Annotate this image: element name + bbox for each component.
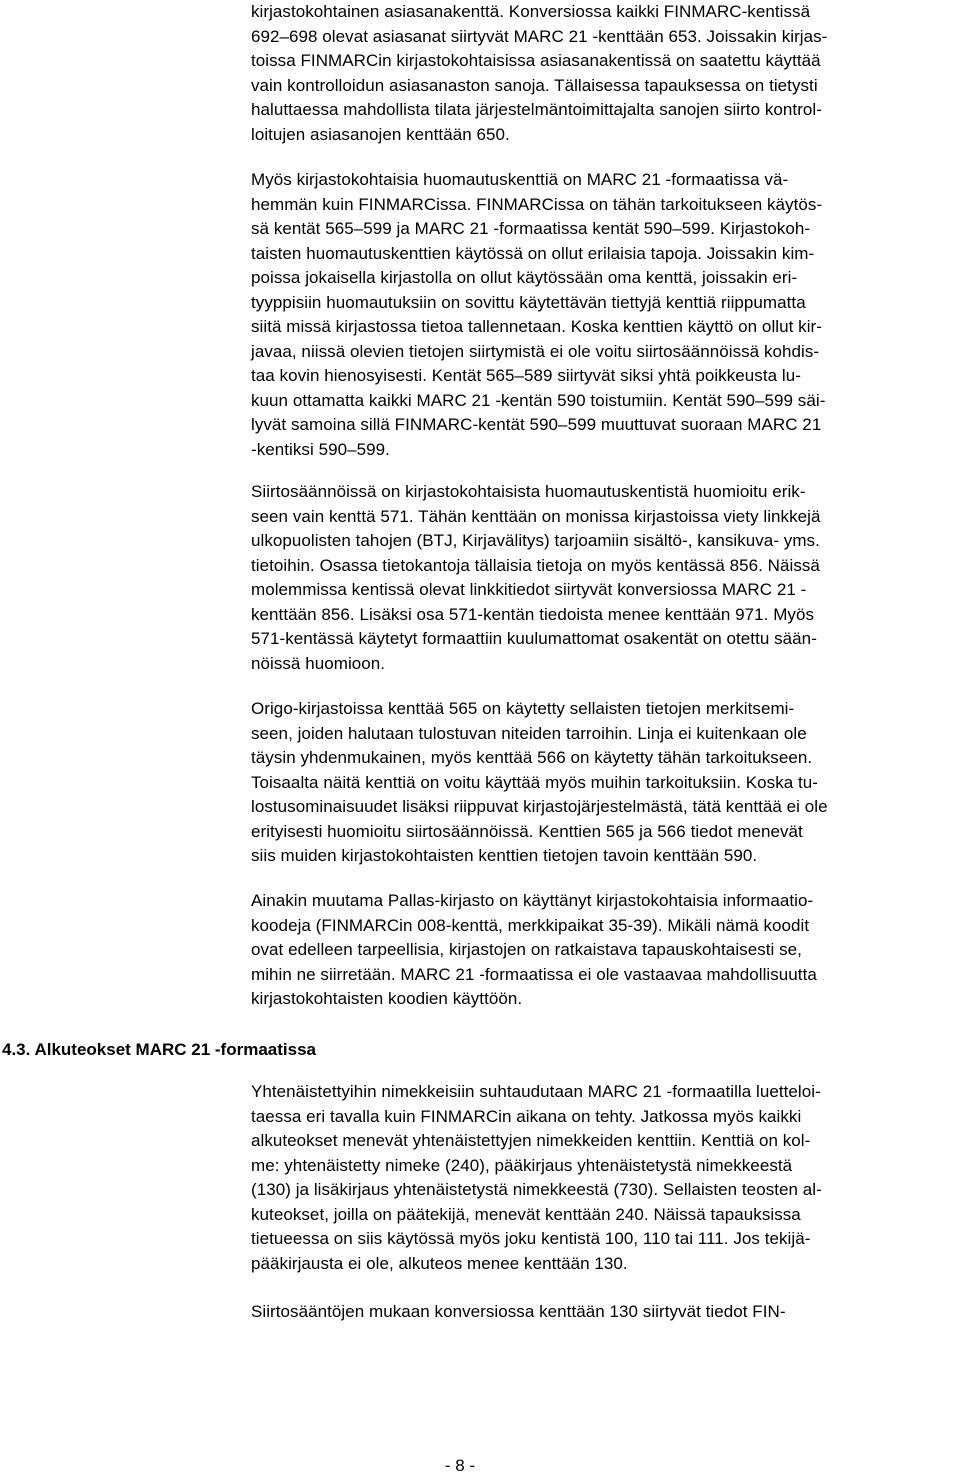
text-line: loitujen asiasanojen kenttään 650.	[251, 124, 510, 144]
paragraph-origo-libraries	[251, 697, 957, 869]
text-line: ovat edelleen tarpeellisia, kirjastojen on ratkaistava tapauskohtaisesti se,	[251, 940, 802, 959]
text-line: Myös kirjastokohtaisia huomautuskenttiä on MARC 21 -formaatissa vä-	[251, 170, 789, 189]
paragraph-pallas-libraries	[251, 889, 957, 1012]
text-line: me: yhtenäistetty nimeke (240), pääkirjaus yhtenäistetystä nimekkeestä	[251, 1155, 793, 1175]
text-line: kirjastokohtainen asiasanakenttä. Konversiossa kaikki FINMARC-kentissä	[251, 2, 811, 21]
text-line: taisten huomautuskenttien käytössä on ollut erilaisia tapoja. Joissakin kim-	[251, 243, 815, 263]
text-line: seen, joiden halutaan tulostuvan niteiden tarroihin. Linja ei kuitenkaan ole	[251, 723, 807, 743]
text-line: ulkopuolisten tahojen (BTJ, Kirjavälitys) tarjoamiin sisältö-, kansikuva- yms.	[251, 531, 820, 550]
text-line: poissa jokaisella kirjastolla on ollut käytössään oma kenttä, joissakin eri-	[251, 268, 798, 287]
text-line: Yhtenäistettyihin nimekkeisiin suhtaudutaan MARC 21 -formaatilla luetteloi-	[251, 1082, 821, 1101]
text-line: alkuteokset menevät yhtenäistettyjen nimekkeiden kenttiin. Kenttiä on kol-	[251, 1131, 811, 1150]
text-line: (130) ja lisäkirjaus yhtenäistetystä nimekkeestä (730). Sellaisten teosten al-	[251, 1180, 822, 1199]
text-line: tietoihin. Osassa tietokantoja tällaisia tietoja on myös kentässä 856. Näissä	[251, 555, 820, 575]
text-line: Siirtosääntöjen mukaan konversiossa kenttään 130 siirtyvät tiedot FIN-	[251, 1302, 786, 1321]
text-line: molemmissa kentissä olevat linkkitiedot siirtyvät konversiossa MARC 21 -	[251, 580, 807, 599]
text-line: koodeja (FINMARCin 008-kenttä, merkkipaikat 35-39). Mikäli nämä koodit	[251, 915, 810, 935]
text-line: seen vain kenttä 571. Tähän kenttään on monissa kirjastoissa viety linkkejä	[251, 506, 821, 526]
text-line: haluttaessa mahdollista tilata järjestelmäntoimittajalta sanojen siirto kontrol-	[251, 100, 822, 119]
text-line: 571-kentässä käytetyt formaattiin kuulumattomat osakentät on otettu sään-	[251, 629, 817, 648]
section-heading: 4.3. Alkuteokset MARC 21 -formaatissa	[2, 1040, 316, 1059]
text-line: Ainakin muutama Pallas-kirjasto on käyttänyt kirjastokohtaisia informaatio-	[251, 891, 814, 910]
text-line: pääkirjausta ei ole, alkuteos menee kenttään 130.	[251, 1253, 628, 1273]
text-line: erityisesti huomioitu siirtosäännöissä. Kenttien 565 ja 566 tiedot menevät	[251, 821, 803, 841]
page-number: - 8 -	[444, 1456, 476, 1475]
paragraph-note-fields	[251, 168, 957, 462]
text-line: kuun ottamatta kaikki MARC 21 -kentän 590 toistumiin. Kentät 590–599 säi-	[251, 390, 826, 410]
text-line: hemmän kuin FINMARCissa. FINMARCissa on tähän tarkoitukseen käytös-	[251, 194, 823, 214]
text-line: sä kentät 565–599 ja MARC 21 -formaatissa kentät 590–599. Kirjastokoh-	[251, 219, 811, 238]
text-line: lyvät samoina sillä FINMARC-kentät 590–599 muuttuvat suoraan MARC 21	[251, 415, 822, 434]
paragraph-field-571	[251, 480, 957, 676]
text-line: lostusominaisuudet lisäksi riippuvat kirjastojärjestelmästä, tätä kenttää ei ole	[251, 797, 828, 816]
text-line: siis muiden kirjastokohtaisten kenttien tietojen tavoin kenttään 590.	[251, 846, 758, 865]
text-line: kenttään 856. Lisäksi osa 571-kentän tiedoista menee kenttään 971. Myös	[251, 604, 815, 624]
text-line: toissa FINMARCin kirjastokohtaisissa asiasanakentissä on saatettu käyttää	[251, 51, 821, 70]
text-line: -kentiksi 590–599.	[251, 439, 390, 459]
text-line: taessa eri tavalla kuin FINMARCin aikana on tehty. Jatkossa myös kaikki	[251, 1106, 802, 1126]
text-line: vain kontrolloidun asiasanaston sanoja. Tällaisessa tapauksessa on tietysti	[251, 75, 818, 95]
text-line: 692–698 olevat asiasanat siirtyvät MARC 21 -kenttään 653. Joissakin kirjas-	[251, 26, 828, 46]
text-line: Toisaalta näitä kenttiä on voitu käyttää myös muihin tarkoituksiin. Koska tu-	[251, 772, 819, 792]
text-line: nöissä huomioon.	[251, 653, 386, 673]
text-line: kuteokset, joilla on päätekijä, menevät kenttään 240. Näissä tapauksissa	[251, 1204, 801, 1224]
text-line: taa kovin hienosyisesti. Kentät 565–589 siirtyvät siksi yhtä poikkeusta lu-	[251, 366, 801, 385]
text-line: täysin yhdenmukainen, myös kenttää 566 on käytetty tähän tarkoitukseen.	[251, 748, 813, 767]
text-line: mihin ne siirretään. MARC 21 -formaatissa ei ole vastaavaa mahdollisuutta	[251, 964, 817, 984]
text-line: kirjastokohtaisten koodien käyttöön.	[251, 989, 523, 1008]
text-line: javaa, niissä olevien tietojen siirtymistä ei ole voitu siirtosäännöissä kohdis-	[251, 341, 820, 361]
text-line: tyyppisiin huomautuksiin on sovittu käytettävän tiettyjä kenttiä riippumatta	[251, 292, 806, 312]
text-line: siitä missä kirjastossa tietoa tallennetaan. Koska kenttien käyttö on ollut kir-	[251, 317, 822, 336]
paragraph-uniform-titles	[251, 1080, 957, 1276]
paragraph-conversion-rules	[251, 1300, 957, 1325]
text-line: Siirtosäännöissä on kirjastokohtaisista huomautuskentistä huomioitu erik-	[251, 482, 806, 501]
text-line: Origo-kirjastoissa kenttää 565 on käytetty sellaisten tietojen merkitsemi-	[251, 699, 795, 718]
paragraph-subject-fields	[251, 0, 957, 147]
text-line: tietueessa on siis käytössä myös joku kentistä 100, 110 tai 111. Jos tekijä-	[251, 1229, 811, 1248]
